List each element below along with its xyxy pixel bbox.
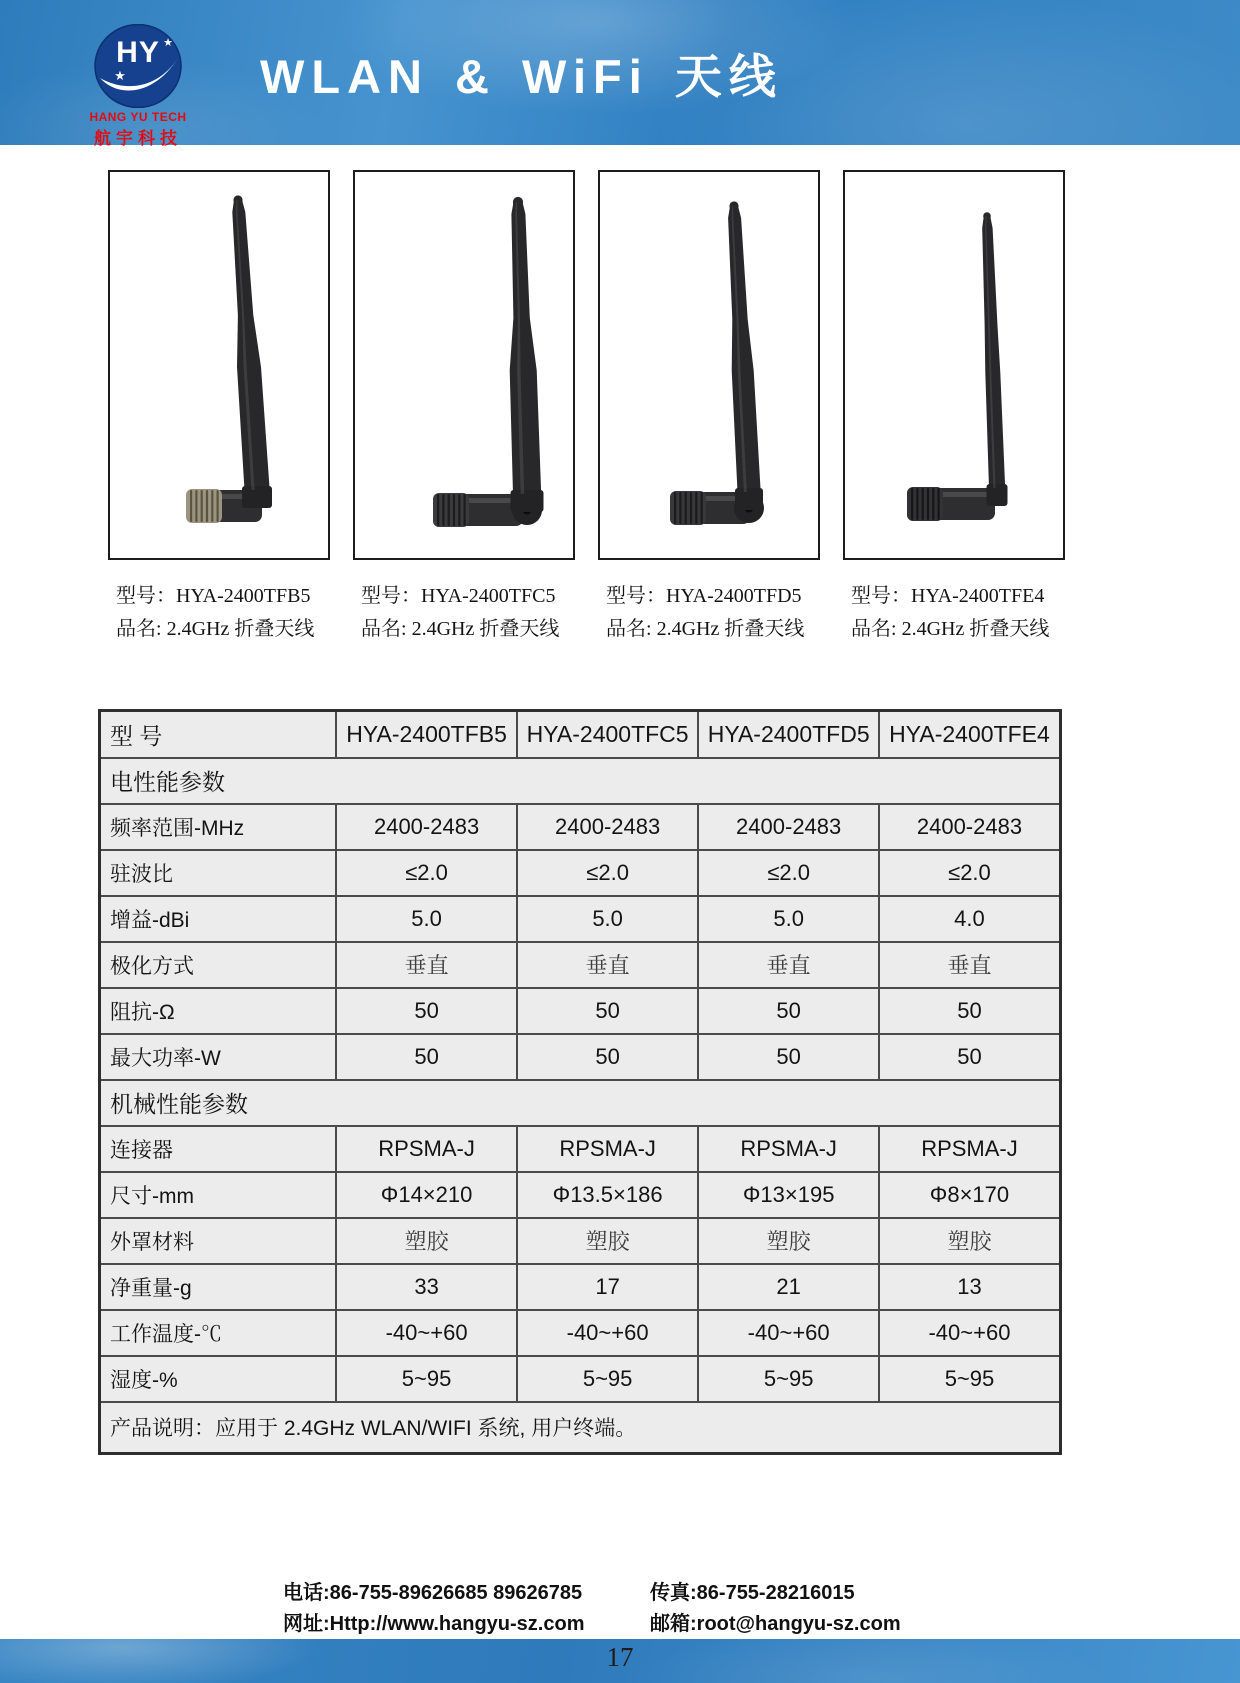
spec-value-cell: 50 <box>698 988 879 1034</box>
spec-value-cell: 塑胶 <box>698 1218 879 1264</box>
spec-row-humidity <box>100 1356 1061 1402</box>
spec-row-housing <box>100 1218 1061 1264</box>
spec-value-cell: 塑胶 <box>517 1218 699 1264</box>
antenna-image <box>110 172 328 558</box>
spec-value-cell: 2400-2483 <box>517 804 699 850</box>
product-photo <box>108 170 330 560</box>
company-name-en: HANG YU TECH <box>89 110 187 124</box>
spec-value-cell: RPSMA-J <box>336 1126 517 1172</box>
model-header-row <box>100 711 1061 758</box>
spec-value-cell: Φ14×210 <box>336 1172 517 1218</box>
model-cell: HYA-2400TFB5 <box>336 711 517 758</box>
spec-table <box>98 709 1062 1455</box>
spec-label-cell: 连接器 <box>100 1126 337 1172</box>
product-card <box>843 170 1065 646</box>
spec-value-cell: 5~95 <box>698 1356 879 1402</box>
spec-value-cell: -40~+60 <box>336 1310 517 1356</box>
product-photo <box>353 170 575 560</box>
spec-value-cell: 17 <box>517 1264 699 1310</box>
spec-value-cell: ≤2.0 <box>517 850 699 896</box>
spec-label-cell: 驻波比 <box>100 850 337 896</box>
hy-logo-icon <box>94 24 182 108</box>
product-card <box>353 170 575 646</box>
spec-value-cell: ≤2.0 <box>879 850 1061 896</box>
spec-label-cell: 净重量-g <box>100 1264 337 1310</box>
spec-value-cell: 13 <box>879 1264 1061 1310</box>
spec-value-cell: 50 <box>879 1034 1061 1080</box>
spec-value-cell: 50 <box>879 988 1061 1034</box>
spec-row-connector <box>100 1126 1061 1172</box>
product-cards <box>108 170 1065 646</box>
model-cell: HYA-2400TFC5 <box>517 711 699 758</box>
spec-value-cell: -40~+60 <box>879 1310 1061 1356</box>
spec-value-cell: 50 <box>517 988 699 1034</box>
spec-value-cell: 50 <box>517 1034 699 1080</box>
spec-value-cell: 33 <box>336 1264 517 1310</box>
spec-value-cell: 5.0 <box>517 896 699 942</box>
product-note-row <box>100 1402 1061 1454</box>
spec-label-cell: 最大功率-W <box>100 1034 337 1080</box>
spec-row-vswr <box>100 850 1061 896</box>
spec-value-cell: 2400-2483 <box>879 804 1061 850</box>
product-photo <box>598 170 820 560</box>
spec-value-cell: RPSMA-J <box>517 1126 699 1172</box>
spec-row-weight <box>100 1264 1061 1310</box>
spec-row-impedance <box>100 988 1061 1034</box>
page-number: 17 <box>606 1642 634 1672</box>
spec-label-cell: 外罩材料 <box>100 1218 337 1264</box>
spec-label-cell: 阻抗-Ω <box>100 988 337 1034</box>
spec-value-cell: 5.0 <box>698 896 879 942</box>
page-title: WLAN & WiFi 天线 <box>260 50 783 103</box>
spec-value-cell: 4.0 <box>879 896 1061 942</box>
product-card <box>598 170 820 646</box>
spec-value-cell: 垂直 <box>879 942 1061 988</box>
section-title: 机械性能参数 <box>100 1080 1061 1126</box>
section-title: 电性能参数 <box>100 758 1061 804</box>
svg-text:★: ★ <box>114 68 126 83</box>
antenna-image <box>845 172 1063 558</box>
svg-text:★: ★ <box>163 37 173 49</box>
spec-label-cell: 尺寸-mm <box>100 1172 337 1218</box>
footer-bar <box>0 1639 1240 1683</box>
company-name-cn: 航宇科技 <box>94 129 182 148</box>
spec-row-frequency <box>100 804 1061 850</box>
product-photo <box>843 170 1065 560</box>
spec-value-cell: 垂直 <box>698 942 879 988</box>
spec-value-cell: -40~+60 <box>517 1310 699 1356</box>
spec-label-cell: 湿度-% <box>100 1356 337 1402</box>
spec-value-cell: 塑胶 <box>336 1218 517 1264</box>
email-text: 邮箱:root@hangyu-sz.com <box>650 1613 901 1635</box>
spec-row-max-power <box>100 1034 1061 1080</box>
product-name-line: 品名: 2.4GHz 折叠天线 <box>606 618 805 640</box>
product-card <box>108 170 330 646</box>
spec-value-cell: Φ13.5×186 <box>517 1172 699 1218</box>
product-name-line: 品名: 2.4GHz 折叠天线 <box>116 618 315 640</box>
footer-contact-right <box>650 1578 901 1640</box>
spec-label-cell: 工作温度-℃ <box>100 1310 337 1356</box>
spec-value-cell: -40~+60 <box>698 1310 879 1356</box>
spec-value-cell: 50 <box>698 1034 879 1080</box>
spec-row-dimensions <box>100 1172 1061 1218</box>
spec-value-cell: RPSMA-J <box>698 1126 879 1172</box>
model-cell: HYA-2400TFD5 <box>698 711 879 758</box>
product-note: 产品说明：应用于 2.4GHz WLAN/WIFI 系统, 用户终端。 <box>100 1402 1061 1454</box>
section-header-row <box>100 758 1061 804</box>
spec-row-polarization <box>100 942 1061 988</box>
spec-label-cell: 型 号 <box>100 711 337 758</box>
spec-value-cell: 50 <box>336 988 517 1034</box>
spec-value-cell: 21 <box>698 1264 879 1310</box>
spec-label-cell: 频率范围-MHz <box>100 804 337 850</box>
spec-value-cell: 2400-2483 <box>698 804 879 850</box>
spec-row-gain <box>100 896 1061 942</box>
spec-value-cell: 2400-2483 <box>336 804 517 850</box>
fax-text: 传真:86-755-28216015 <box>650 1582 855 1604</box>
spec-label-cell: 极化方式 <box>100 942 337 988</box>
spec-value-cell: Φ8×170 <box>879 1172 1061 1218</box>
spec-value-cell: 50 <box>336 1034 517 1080</box>
svg-text:HY: HY <box>116 36 160 69</box>
spec-value-cell: 5~95 <box>517 1356 699 1402</box>
product-model-line: 型号：HYA-2400TFC5 <box>361 585 556 607</box>
product-model-line: 型号：HYA-2400TFE4 <box>851 585 1045 607</box>
spec-value-cell: 垂直 <box>336 942 517 988</box>
spec-value-cell: ≤2.0 <box>698 850 879 896</box>
spec-value-cell: 垂直 <box>517 942 699 988</box>
phone-text: 电话:86-755-89626685 89626785 <box>283 1582 583 1604</box>
spec-value-cell: 5~95 <box>336 1356 517 1402</box>
model-cell: HYA-2400TFE4 <box>879 711 1061 758</box>
spec-label-cell: 增益-dBi <box>100 896 337 942</box>
product-model-line: 型号：HYA-2400TFB5 <box>116 585 311 607</box>
spec-value-cell: 5~95 <box>879 1356 1061 1402</box>
footer-contact-left <box>283 1578 584 1640</box>
website-text: 网址:Http://www.hangyu-sz.com <box>283 1613 585 1635</box>
company-logo <box>78 24 198 149</box>
antenna-image <box>600 172 818 558</box>
spec-value-cell: 5.0 <box>336 896 517 942</box>
product-name-line: 品名: 2.4GHz 折叠天线 <box>361 618 560 640</box>
product-name-line: 品名: 2.4GHz 折叠天线 <box>851 618 1050 640</box>
spec-value-cell: ≤2.0 <box>336 850 517 896</box>
spec-value-cell: Φ13×195 <box>698 1172 879 1218</box>
section-header-row <box>100 1080 1061 1126</box>
spec-row-temperature <box>100 1310 1061 1356</box>
product-model-line: 型号：HYA-2400TFD5 <box>606 585 802 607</box>
spec-value-cell: RPSMA-J <box>879 1126 1061 1172</box>
page-header <box>0 0 1240 148</box>
antenna-image <box>355 172 573 558</box>
spec-value-cell: 塑胶 <box>879 1218 1061 1264</box>
